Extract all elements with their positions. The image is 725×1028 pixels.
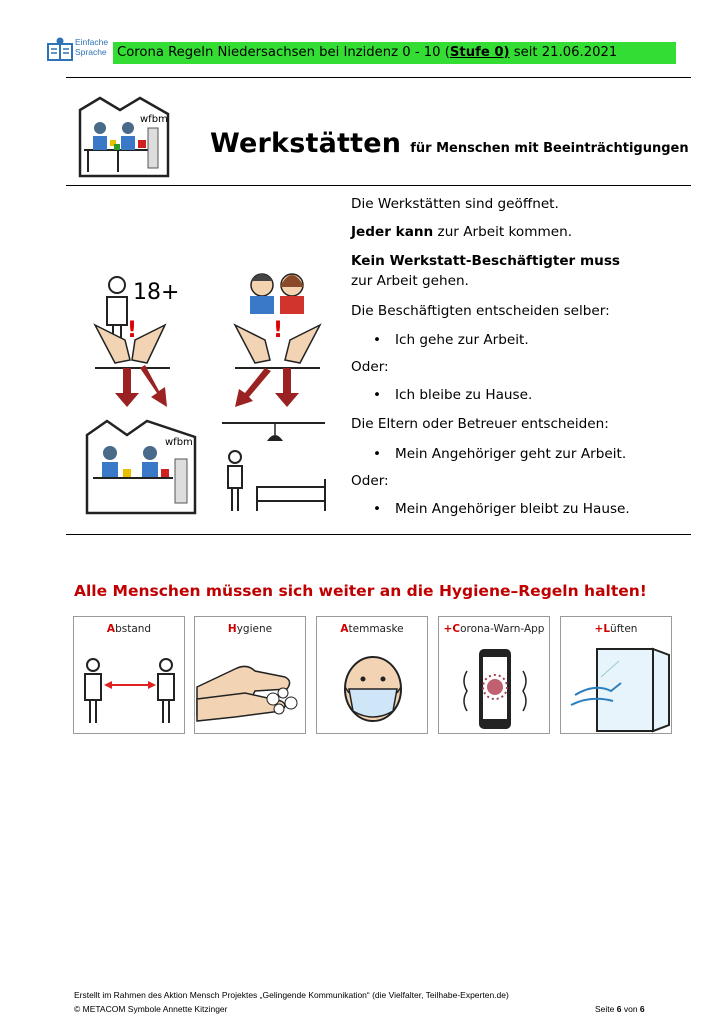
- parents-icon: [250, 274, 304, 314]
- bullet-2-text: Ich bleibe zu Hause.: [395, 387, 533, 403]
- distance-icon: [74, 637, 186, 733]
- bullet-3-dot: •: [373, 446, 382, 462]
- face-mask-icon: [317, 637, 429, 733]
- svg-text:!: !: [273, 318, 284, 343]
- phone-virus-icon: [439, 637, 551, 733]
- page-number: [595, 1004, 645, 1014]
- card-lueften-prefix: +: [594, 623, 604, 635]
- text-everyone-can-bold: Jeder kann: [351, 224, 434, 240]
- header-title-bar: [113, 42, 676, 64]
- card-corona-warn-app: [438, 616, 550, 734]
- divider-top: [66, 77, 691, 78]
- hand-washing-icon: [195, 637, 307, 733]
- bullet-1-dot: •: [373, 332, 382, 348]
- wfbm-label-top: wfbm: [140, 114, 168, 125]
- bullet-4-dot: •: [373, 501, 382, 517]
- card-atemmaske-label: temmaske: [348, 623, 404, 635]
- text-or-1: Oder:: [351, 359, 389, 375]
- card-abstand-initial: A: [106, 623, 116, 635]
- book-icon: [46, 36, 76, 64]
- page-mid: von: [621, 1004, 640, 1014]
- text-no-one-must-rest: zur Arbeit gehen.: [351, 273, 469, 289]
- divider-bottom: [66, 534, 691, 535]
- card-hygiene-label: ygiene: [236, 623, 273, 635]
- footer-credit: Erstellt im Rahmen des Aktion Mensch Projektes „Gelingende Kommunikation“ (die Vielfalter, Teilhabe-Experten.de): [74, 990, 509, 1000]
- page-total: 6: [639, 1004, 645, 1014]
- card-abstand-label: bstand: [115, 623, 152, 635]
- card-app-initial: C: [452, 623, 461, 635]
- section-subtitle: für Menschen mit Beeinträchtigungen: [410, 141, 689, 156]
- wfbm-label-bottom: wfbm: [165, 437, 193, 448]
- choice-hands-right-icon: [235, 318, 320, 407]
- text-or-2: Oder:: [351, 473, 389, 489]
- choice-hands-left-icon: [95, 318, 170, 407]
- section-heading: [210, 128, 689, 159]
- page-current: 6: [616, 1004, 622, 1014]
- logo-text: [75, 37, 108, 57]
- logo-line-2: Sprache: [75, 47, 107, 57]
- svg-text:!: !: [127, 318, 138, 343]
- card-app-label: orona-Warn-App: [460, 623, 545, 635]
- bullet-2-dot: •: [373, 387, 382, 403]
- decision-illustration: [85, 265, 330, 515]
- hygiene-headline: Alle Menschen müssen sich weiter an die Hygiene–Regeln halten!: [74, 582, 647, 600]
- footer-copyright: © METACOM Symbole Annette Kitzinger: [74, 1004, 228, 1014]
- text-everyone-can-rest: zur Arbeit kommen.: [433, 224, 573, 240]
- card-app-prefix: +: [443, 623, 453, 635]
- card-hygiene: [194, 616, 306, 734]
- workshop-destination-icon: [87, 421, 195, 513]
- bullet-1-text: Ich gehe zur Arbeit.: [395, 332, 529, 348]
- header-title-post: seit 21.06.2021: [509, 45, 618, 60]
- age-label: 18+: [133, 280, 180, 305]
- home-bedroom-icon: [222, 423, 325, 511]
- card-lueften-initial: L: [603, 623, 611, 635]
- text-everyone-can: [351, 222, 572, 242]
- header-title-pre: Corona Regeln Niedersachsen bei Inzidenz 0 - 10 (: [117, 45, 450, 60]
- card-lueften-label: üften: [610, 623, 638, 635]
- open-window-icon: [561, 637, 673, 733]
- bullet-4-text: Mein Angehöriger bleibt zu Hause.: [395, 501, 630, 517]
- text-parents-decide: Die Eltern oder Betreuer entscheiden:: [351, 416, 609, 432]
- workshop-icon: [78, 96, 170, 178]
- card-hygiene-initial: H: [227, 623, 237, 635]
- card-abstand: [73, 616, 185, 734]
- card-lueften: [560, 616, 672, 734]
- text-workshops-open: Die Werkstätten sind geöffnet.: [351, 196, 559, 212]
- section-title: Werkstätten: [210, 128, 402, 159]
- bullet-3-text: Mein Angehöriger geht zur Arbeit.: [395, 446, 627, 462]
- card-atemmaske: [316, 616, 428, 734]
- card-atemmaske-initial: A: [340, 623, 349, 635]
- header-title-bold: Stufe 0): [449, 45, 510, 60]
- text-employees-decide: Die Beschäftigten entscheiden selber:: [351, 303, 610, 319]
- logo-line-1: Einfache: [75, 37, 109, 47]
- text-no-one-must-bold: Kein Werkstatt-Beschäftigter muss: [351, 253, 621, 269]
- divider-middle: [66, 185, 691, 186]
- page-pre: Seite: [595, 1004, 617, 1014]
